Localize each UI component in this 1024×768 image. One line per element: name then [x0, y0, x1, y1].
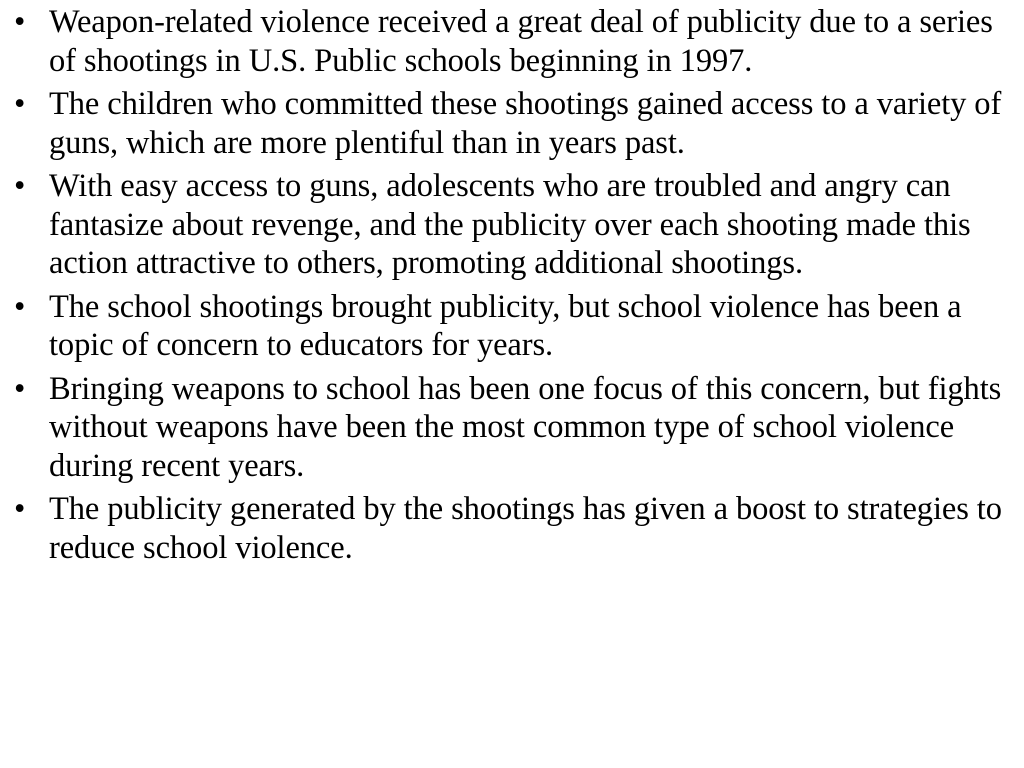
bullet-text: Weapon-related violence received a great deal of publicity due to a series of shootings in U.S. Public schools beginning in 1997.	[49, 4, 993, 79]
bullet-marker: •	[14, 168, 26, 204]
bullet-marker: •	[14, 491, 26, 527]
bullet-item	[12, 490, 1014, 567]
bullet-text: The publicity generated by the shootings has given a boost to strategies to reduce school violence.	[49, 491, 1002, 566]
bullet-list	[12, 3, 1014, 567]
bullet-item	[12, 85, 1014, 162]
bullet-text: With easy access to guns, adolescents who are troubled and angry can fantasize about revenge, and the publicity over each shooting made this action attractive to others, promoting additional shootings.	[49, 168, 971, 281]
bullet-marker: •	[14, 288, 26, 325]
bullet-item	[12, 167, 1014, 283]
bullet-item	[12, 288, 1014, 365]
bullet-text: The school shootings brought publicity, but school violence has been a topic of concern to educators for years.	[49, 288, 962, 363]
bullet-text: The children who committed these shootings gained access to a variety of guns, which are more plentiful than in years past.	[49, 86, 1002, 161]
bullet-marker: •	[14, 86, 26, 122]
bullet-marker: •	[14, 370, 26, 407]
bullet-item	[12, 3, 1014, 80]
bullet-item	[12, 370, 1014, 486]
bullet-text: Bringing weapons to school has been one focus of this concern, but fights without weapons have been the most common type of school violence during recent years.	[49, 370, 1002, 484]
bullet-marker: •	[14, 4, 26, 40]
